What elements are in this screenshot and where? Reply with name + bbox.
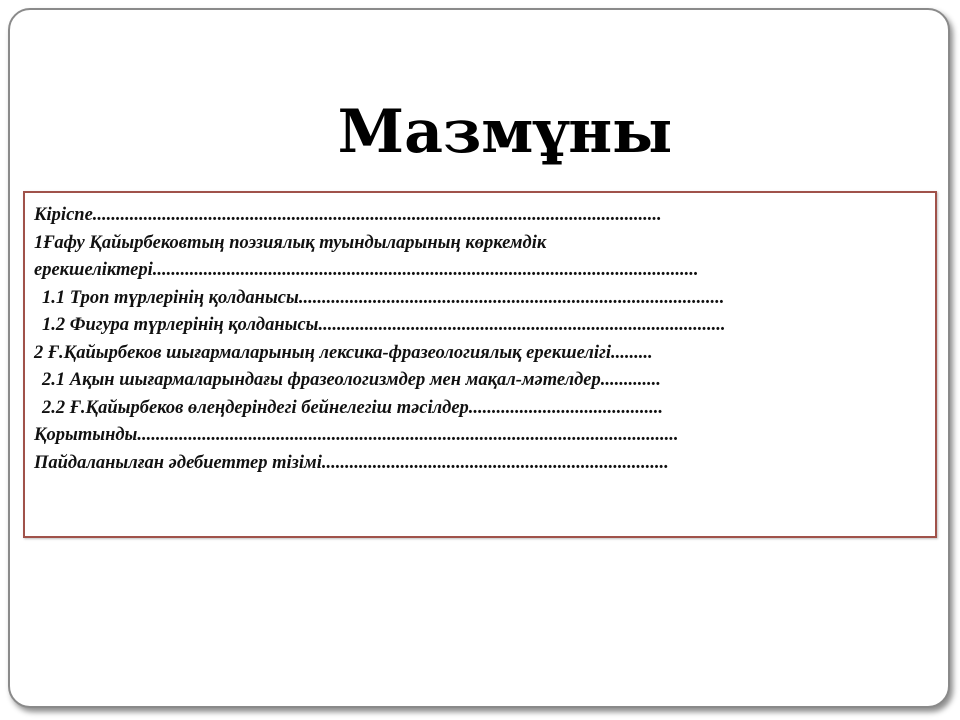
toc-item-introduction: Кіріспе........................................................................................................................... — [34, 205, 662, 225]
table-of-contents-box — [23, 191, 937, 538]
toc-item-section-1-1: 1.1 Троп түрлерінің қолданысы............................................................................................ — [42, 287, 725, 308]
toc-item-section-1-2: 1.2 Фигура түрлерінің қолданысы........................................................................................ — [42, 315, 726, 335]
toc-item-section-2-2: 2.2 Ғ.Қайырбеков өлеңдеріндегі бейнелегіш тәсілдер.......................................... — [42, 397, 664, 418]
table-of-contents-list — [34, 202, 924, 477]
toc-item-section-2-1: 2.1 Ақын шығармаларындағы фразеологизмдер мен мақал-мәтелдер............. — [42, 370, 661, 390]
toc-item-references: Пайдаланылған әдебиеттер тізімі........................................................................... — [34, 452, 669, 473]
toc-item-chapter-2: 2 Ғ.Қайырбеков шығармаларының лексика-фразеологиялық ерекшелігі......... — [34, 342, 653, 363]
toc-item-chapter-1-line-1: 1Ғафу Қайырбековтың поэзиялық туындыларының көркемдік — [34, 232, 547, 253]
toc-item-chapter-1-line-2: ерекшеліктері...................................................................................................................... — [34, 260, 699, 280]
slide-title: Мазмұны — [337, 97, 673, 167]
toc-item-conclusion: Қорытынды..................................................................................................................... — [34, 425, 679, 445]
